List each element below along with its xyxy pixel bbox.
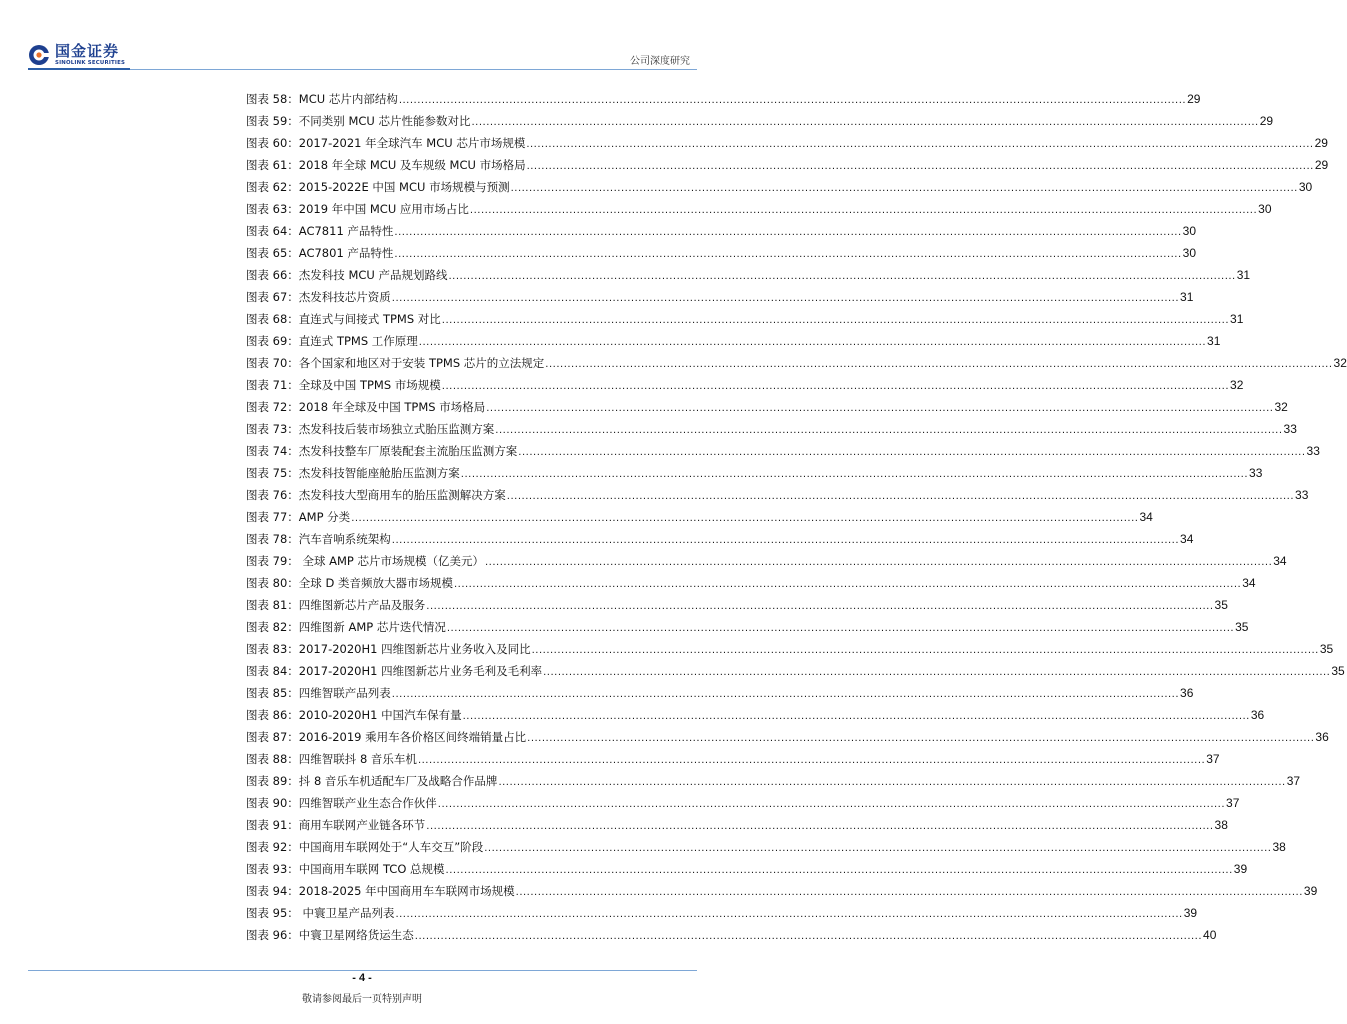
toc-entry[interactable] bbox=[246, 814, 1228, 836]
toc-entry[interactable] bbox=[246, 858, 1248, 880]
toc-entry-page: 34 bbox=[1180, 532, 1194, 546]
toc-entry-title: AC7801 产品特性 bbox=[298, 246, 394, 260]
toc-entry[interactable] bbox=[246, 550, 1287, 572]
toc-entry-title: 2016-2019 乘用车各价格区间终端销量占比 bbox=[298, 730, 527, 744]
toc-entry-page: 31 bbox=[1207, 334, 1221, 348]
toc-entry[interactable] bbox=[246, 462, 1263, 484]
toc-entry-title: 商用车联网产业链各环节 bbox=[298, 818, 426, 832]
toc-entry[interactable] bbox=[246, 330, 1221, 352]
toc-entry-title: AMP 分类 bbox=[298, 510, 351, 524]
toc-entry-label: 图表 95： bbox=[246, 906, 299, 920]
toc-entry-page: 31 bbox=[1180, 290, 1194, 304]
toc-entry-label: 图表 77： bbox=[246, 510, 299, 524]
toc-dot-leader bbox=[351, 508, 1138, 530]
toc-entry-page: 29 bbox=[1259, 114, 1274, 128]
toc-dot-leader bbox=[392, 288, 1179, 310]
toc-entry[interactable] bbox=[246, 308, 1244, 330]
logo-chinese-name: 国金证券 bbox=[55, 41, 120, 60]
figure-list bbox=[246, 88, 1347, 946]
toc-entry-page: 31 bbox=[1236, 268, 1251, 282]
toc-entry[interactable] bbox=[246, 242, 1197, 264]
toc-entry-title: 中寰卫星网络货运生态 bbox=[298, 928, 414, 942]
toc-dot-leader bbox=[485, 552, 1272, 574]
toc-entry-label: 图表 87： bbox=[246, 730, 299, 744]
toc-entry-title: 四维智联抖 8 音乐车机 bbox=[298, 752, 417, 766]
toc-dot-leader bbox=[399, 90, 1186, 112]
toc-entry-label: 图表 88： bbox=[246, 752, 299, 766]
toc-entry-label: 图表 86： bbox=[246, 708, 299, 722]
company-logo bbox=[28, 40, 125, 70]
toc-entry-title: 中国商用车联网 TCO 总规模 bbox=[298, 862, 445, 876]
page-number: - 4 - bbox=[352, 972, 372, 984]
toc-entry[interactable] bbox=[246, 396, 1288, 418]
toc-entry-page: 33 bbox=[1306, 444, 1320, 458]
toc-entry-label: 图表 82： bbox=[246, 620, 299, 634]
toc-entry-title: 全球及中国 TPMS 市场规模 bbox=[298, 378, 441, 392]
toc-entry[interactable] bbox=[246, 748, 1220, 770]
toc-entry-label: 图表 94： bbox=[246, 884, 299, 898]
footer-divider bbox=[28, 970, 697, 971]
toc-entry[interactable] bbox=[246, 88, 1201, 110]
toc-entry-label: 图表 73： bbox=[246, 422, 299, 436]
toc-dot-leader bbox=[545, 354, 1332, 376]
toc-entry-page: 38 bbox=[1272, 840, 1286, 854]
toc-entry-label: 图表 64： bbox=[246, 224, 299, 238]
toc-entry-page: 30 bbox=[1182, 246, 1197, 260]
toc-entry-title: 直连式 TPMS 工作原理 bbox=[298, 334, 418, 348]
toc-entry-page: 33 bbox=[1249, 466, 1263, 480]
toc-entry-label: 图表 58： bbox=[246, 92, 299, 106]
toc-dot-leader bbox=[461, 464, 1248, 486]
toc-entry-label: 图表 62： bbox=[246, 180, 299, 194]
toc-entry-page: 34 bbox=[1242, 576, 1256, 590]
logo-english-name: SINOLINK SECURITIES bbox=[55, 59, 126, 66]
toc-entry[interactable] bbox=[246, 594, 1228, 616]
toc-dot-leader bbox=[516, 882, 1303, 904]
toc-entry-page: 33 bbox=[1295, 488, 1309, 502]
toc-entry-label: 图表 72： bbox=[246, 400, 299, 414]
toc-dot-leader bbox=[526, 134, 1313, 156]
toc-entry[interactable] bbox=[246, 176, 1313, 198]
toc-entry[interactable] bbox=[246, 286, 1194, 308]
toc-entry-label: 图表 67： bbox=[246, 290, 299, 304]
report-type-label: 公司深度研究 bbox=[630, 56, 690, 67]
toc-dot-leader bbox=[486, 398, 1273, 420]
toc-entry-title: 四维智联产品列表 bbox=[298, 686, 391, 700]
toc-entry-page: 39 bbox=[1303, 884, 1318, 898]
toc-entry-title: 抖 8 音乐车机适配车厂及战略合作品牌 bbox=[298, 774, 498, 788]
toc-entry-label: 图表 81： bbox=[246, 598, 299, 612]
toc-entry-page: 37 bbox=[1226, 796, 1240, 810]
toc-entry-page: 29 bbox=[1314, 136, 1328, 150]
toc-entry[interactable] bbox=[246, 880, 1318, 902]
toc-entry[interactable] bbox=[246, 924, 1217, 946]
toc-entry-title: 杰发科技芯片资质 bbox=[298, 290, 391, 304]
toc-entry-page: 35 bbox=[1331, 664, 1345, 678]
toc-entry[interactable] bbox=[246, 264, 1251, 286]
toc-entry-page: 29 bbox=[1187, 92, 1201, 106]
toc-dot-leader bbox=[438, 794, 1225, 816]
toc-dot-leader bbox=[418, 750, 1205, 772]
toc-entry-label: 图表 90： bbox=[246, 796, 299, 810]
toc-entry-title: 杰发科技 MCU 产品规划路线 bbox=[298, 268, 448, 282]
toc-entry-label: 图表 74： bbox=[246, 444, 299, 458]
toc-entry[interactable] bbox=[246, 572, 1256, 594]
toc-dot-leader bbox=[442, 310, 1229, 332]
toc-entry[interactable] bbox=[246, 638, 1334, 660]
toc-entry-title: 杰发科技整车厂原装配套主流胎压监测方案 bbox=[298, 444, 518, 458]
toc-entry[interactable] bbox=[246, 220, 1197, 242]
toc-entry[interactable] bbox=[246, 352, 1347, 374]
toc-entry-label: 图表 60： bbox=[246, 136, 299, 150]
toc-dot-leader bbox=[532, 640, 1319, 662]
toc-entry[interactable] bbox=[246, 484, 1309, 506]
toc-entry[interactable] bbox=[246, 616, 1249, 638]
toc-entry-title: 杰发科技智能座舱胎压监测方案 bbox=[298, 466, 460, 480]
toc-entry[interactable] bbox=[246, 726, 1329, 748]
toc-entry[interactable] bbox=[246, 528, 1194, 550]
toc-entry-label: 图表 65： bbox=[246, 246, 299, 260]
toc-entry-page: 39 bbox=[1233, 862, 1248, 876]
toc-entry[interactable] bbox=[246, 440, 1320, 462]
toc-dot-leader bbox=[543, 662, 1330, 684]
toc-entry-page: 35 bbox=[1319, 642, 1334, 656]
toc-entry-title: 2015-2022E 中国 MCU 市场规模与预测 bbox=[298, 180, 510, 194]
toc-entry-label: 图表 63： bbox=[246, 202, 299, 216]
toc-entry-label: 图表 61： bbox=[246, 158, 299, 172]
toc-entry-title: 四维图新 AMP 芯片迭代情况 bbox=[298, 620, 446, 634]
toc-entry-title: 杰发科技大型商用车的胎压监测解决方案 bbox=[298, 488, 506, 502]
toc-entry-title: 四维智联产业生态合作伙伴 bbox=[298, 796, 437, 810]
toc-entry-title: 不同类别 MCU 芯片性能参数对比 bbox=[298, 114, 471, 128]
toc-entry-label: 图表 85： bbox=[246, 686, 299, 700]
toc-entry-title: 四维图新芯片产品及服务 bbox=[298, 598, 426, 612]
header-divider-accent bbox=[28, 68, 130, 70]
toc-entry-title: 2017-2020H1 四维图新芯片业务毛利及毛利率 bbox=[298, 664, 543, 678]
toc-dot-leader bbox=[454, 574, 1241, 596]
toc-entry-page: 32 bbox=[1274, 400, 1288, 414]
toc-entry-title: 汽车音响系统架构 bbox=[298, 532, 391, 546]
toc-entry[interactable] bbox=[246, 704, 1265, 726]
toc-entry-title: 直连式与间接式 TPMS 对比 bbox=[298, 312, 441, 326]
disclaimer-note: 敬请参阅最后一页特别声明 bbox=[302, 994, 422, 1005]
toc-entry-page: 33 bbox=[1283, 422, 1297, 436]
toc-entry-label: 图表 68： bbox=[246, 312, 299, 326]
toc-entry-label: 图表 93： bbox=[246, 862, 299, 876]
toc-entry-page: 34 bbox=[1139, 510, 1153, 524]
toc-entry-label: 图表 75： bbox=[246, 466, 299, 480]
toc-entry[interactable] bbox=[246, 792, 1240, 814]
toc-entry-label: 图表 78： bbox=[246, 532, 299, 546]
toc-entry-page: 30 bbox=[1298, 180, 1313, 194]
toc-entry[interactable] bbox=[246, 418, 1297, 440]
toc-dot-leader bbox=[394, 222, 1181, 244]
page-header bbox=[0, 0, 724, 70]
toc-entry[interactable] bbox=[246, 374, 1244, 396]
toc-dot-leader bbox=[419, 332, 1206, 354]
toc-entry-label: 图表 83： bbox=[246, 642, 299, 656]
toc-entry-page: 32 bbox=[1333, 356, 1347, 370]
toc-entry-title: 各个国家和地区对于安装 TPMS 芯片的立法规定 bbox=[298, 356, 545, 370]
toc-entry-label: 图表 96： bbox=[246, 928, 299, 942]
toc-entry[interactable] bbox=[246, 682, 1194, 704]
toc-entry-page: 37 bbox=[1206, 752, 1220, 766]
toc-entry[interactable] bbox=[246, 770, 1301, 792]
toc-entry-title: 杰发科技后装市场独立式胎压监测方案 bbox=[298, 422, 495, 436]
toc-dot-leader bbox=[426, 816, 1213, 838]
toc-entry-label: 图表 76： bbox=[246, 488, 299, 502]
toc-dot-leader bbox=[527, 156, 1314, 178]
toc-entry-title: MCU 芯片内部结构 bbox=[298, 92, 398, 106]
toc-dot-leader bbox=[392, 530, 1179, 552]
toc-entry-page: 29 bbox=[1314, 158, 1329, 172]
toc-entry-page: 36 bbox=[1250, 708, 1265, 722]
toc-entry-page: 36 bbox=[1315, 730, 1329, 744]
toc-entry-page: 35 bbox=[1235, 620, 1249, 634]
toc-entry-title: 全球 D 类音频放大器市场规模 bbox=[298, 576, 453, 590]
toc-entry-title: 2017-2020H1 四维图新芯片业务收入及同比 bbox=[298, 642, 531, 656]
toc-entry[interactable] bbox=[246, 506, 1153, 528]
toc-entry-label: 图表 70： bbox=[246, 356, 299, 370]
sinolink-logo-icon bbox=[28, 44, 50, 66]
toc-dot-leader bbox=[470, 200, 1257, 222]
toc-dot-leader bbox=[395, 904, 1182, 926]
toc-entry-label: 图表 80： bbox=[246, 576, 299, 590]
toc-dot-leader bbox=[498, 772, 1285, 794]
toc-entry-label: 图表 66： bbox=[246, 268, 299, 282]
toc-entry[interactable] bbox=[246, 198, 1272, 220]
toc-entry-page: 30 bbox=[1258, 202, 1272, 216]
toc-dot-leader bbox=[447, 618, 1234, 640]
toc-entry-label: 图表 59： bbox=[246, 114, 299, 128]
toc-entry-label: 图表 91： bbox=[246, 818, 299, 832]
toc-dot-leader bbox=[442, 376, 1229, 398]
toc-entry-page: 30 bbox=[1182, 224, 1197, 238]
toc-entry-title: 2018 年全球及中国 TPMS 市场格局 bbox=[298, 400, 486, 414]
toc-dot-leader bbox=[518, 442, 1305, 464]
toc-dot-leader bbox=[511, 178, 1298, 200]
toc-entry[interactable] bbox=[246, 110, 1274, 132]
toc-entry-title: 2017-2021 年全球汽车 MCU 芯片市场规模 bbox=[298, 136, 526, 150]
toc-entry-label: 图表 69： bbox=[246, 334, 299, 348]
toc-entry-page: 31 bbox=[1230, 312, 1244, 326]
toc-dot-leader bbox=[495, 420, 1282, 442]
toc-entry-title: 中国商用车联网处于“人车交互”阶段 bbox=[298, 840, 484, 854]
toc-dot-leader bbox=[394, 244, 1181, 266]
toc-entry-page: 40 bbox=[1203, 928, 1217, 942]
toc-dot-leader bbox=[415, 926, 1202, 948]
toc-dot-leader bbox=[446, 860, 1233, 882]
toc-dot-leader bbox=[448, 266, 1235, 288]
toc-entry-page: 34 bbox=[1273, 554, 1287, 568]
toc-entry-page: 36 bbox=[1180, 686, 1194, 700]
toc-entry[interactable] bbox=[246, 132, 1328, 154]
toc-entry-page: 37 bbox=[1286, 774, 1301, 788]
toc-entry-title: 2019 年中国 MCU 应用市场占比 bbox=[298, 202, 469, 216]
toc-entry-title: 中寰卫星产品列表 bbox=[298, 906, 395, 920]
toc-dot-leader bbox=[484, 838, 1271, 860]
toc-entry-label: 图表 84： bbox=[246, 664, 299, 678]
toc-entry-label: 图表 89： bbox=[246, 774, 299, 788]
toc-dot-leader bbox=[471, 112, 1258, 134]
toc-entry-title: AC7811 产品特性 bbox=[298, 224, 394, 238]
toc-entry-label: 图表 71： bbox=[246, 378, 299, 392]
toc-dot-leader bbox=[507, 486, 1294, 508]
toc-entry-page: 35 bbox=[1214, 598, 1228, 612]
toc-entry-page: 32 bbox=[1230, 378, 1244, 392]
toc-entry[interactable] bbox=[246, 154, 1329, 176]
toc-entry-title: 2018-2025 年中国商用车车联网市场规模 bbox=[298, 884, 515, 898]
toc-dot-leader bbox=[527, 728, 1314, 750]
toc-entry-page: 38 bbox=[1214, 818, 1228, 832]
toc-entry-label: 图表 79： bbox=[246, 554, 299, 568]
toc-entry-label: 图表 92： bbox=[246, 840, 299, 854]
toc-dot-leader bbox=[463, 706, 1250, 728]
toc-entry-page: 39 bbox=[1183, 906, 1198, 920]
toc-entry[interactable] bbox=[246, 660, 1345, 682]
toc-dot-leader bbox=[392, 684, 1179, 706]
toc-entry-title: 2018 年全球 MCU 及车规级 MCU 市场格局 bbox=[298, 158, 526, 172]
toc-entry-title: 全球 AMP 芯片市场规模（亿美元） bbox=[298, 554, 484, 568]
toc-dot-leader bbox=[426, 596, 1213, 618]
toc-entry[interactable] bbox=[246, 902, 1198, 924]
toc-entry[interactable] bbox=[246, 836, 1286, 858]
toc-entry-title: 2010-2020H1 中国汽车保有量 bbox=[298, 708, 462, 722]
